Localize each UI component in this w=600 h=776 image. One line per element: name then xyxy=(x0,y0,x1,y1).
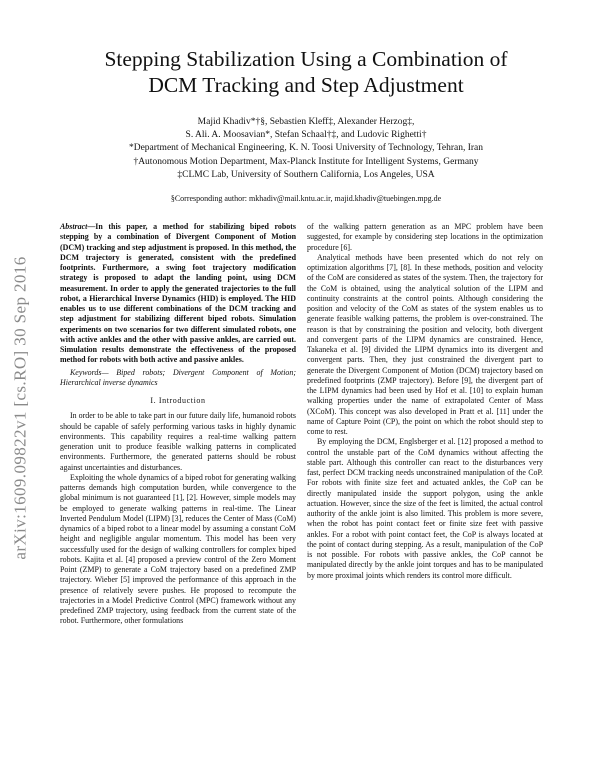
abstract xyxy=(60,222,296,366)
corresponding-author: §Corresponding author: mkhadiv@mail.kntu.ac.ir, majid.khadiv@tuebingen.mpg.de xyxy=(170,194,442,203)
affiliation-3: ‡CLMC Lab, University of Southern California, Los Angeles, USA xyxy=(177,169,435,180)
affiliation-1: *Department of Mechanical Engineering, K. N. Toosi University of Technology, Tehran, Iran xyxy=(128,143,484,154)
left-column xyxy=(60,222,296,627)
title-line-2: DCM Tracking and Step Adjustment xyxy=(148,73,464,97)
right-column xyxy=(307,222,543,581)
abstract-text: —In this paper, a method for stabilizing biped robots stepping by a combination of Divergent Component of Motion (DCM) tracking and step adjustment is proposed. In this method, the DCM trajectory is generated, consistent with the predefined footprints. Furthermore, a swing foot trajectory modification strategy is proposed to adapt the landing point, using DCM measurement. In order to apply the generated trajectories to the full robot, a Hierarchical Inverse Dynamics (HID) is employed. The HID enables us to use different combinations of the DCM tracking and step adjustment for stabilizing different biped robots. Simulation experiments on two scenarios for two different simulated robots, one with active ankles and the other with passive ankles, are carried out. Simulation results demonstrate the effectiveness of the proposed method for robots with both active and passive ankles. xyxy=(60,222,296,365)
intro-paragraph-2: Exploiting the whole dynamics of a biped robot for generating walking patterns demands high computation burden, while convergence to the global minimum is not guaranteed [1], [2]. However, simple models may be employed to generate walking patterns in real-time. The Linear Inverted Pendulum Model (LIPM) [3], reduces the Center of Mass (CoM) dynamics of a biped robot to a linear model by assuming a constant CoM height and negligible angular momentum. This model has been very successfully used for the design of walking controllers for complex biped robots. Kajita et al. [4] proposed a preview control of the Zero Moment Point (ZMP) to generate a CoM trajectory based on a predefined ZMP trajectory. Wieber [5] improved the performance of this approach in the presence of relatively severe pushes. He proposed to recompute the trajectories in a Model Predictive Control (MPC) framework without any predefined ZMP trajectory, using feedback from the current state of the robot. Furthermore, other formulations xyxy=(60,472,296,626)
paper-title xyxy=(60,46,552,98)
author-block xyxy=(60,116,552,182)
authors-line-1: Majid Khadiv*†§, Sebastien Kleff‡, Alexander Herzog‡, xyxy=(197,117,415,127)
section-heading-introduction: I. Introduction xyxy=(150,396,206,405)
keywords: Keywords— Biped robots; Divergent Component of Motion; Hierarchical inverse dynamics xyxy=(60,367,296,387)
arxiv-identifier[interactable]: arXiv:1609.09822v1 [cs.RO] 30 Sep 2016 xyxy=(11,256,31,560)
intro-paragraph-4: By employing the DCM, Englsberger et al. [12] proposed a method to control the unstable part of the CoM dynamics without affecting the stable part. Although this controller can react to the disturbances very fast, perfect DCM tracking needs unconstrained manipulation of the CoP. For robots with finite size feet and actuated ankles, the CoP can be directly manipulated inside the support polygon, using the ankle actuation. However, since the size of the feet is limited, the actual control authority of the ankle joint is also limited. This problem is more severe, when the robot has point contact feet or finite size feet with passive ankles. For a robot with point contact feet, the CoP is always located at the point of contact during stepping. As a result, manipulation of the CoP is not possible. For robots with passive ankles, the CoP cannot be manipulated directly by the ankle joint torques and has to be manipulated by more proximal joints which renders its control more difficult. xyxy=(307,437,543,580)
authors-line-2: S. Ali. A. Moosavian*, Stefan Schaal†‡, and Ludovic Righetti† xyxy=(185,130,427,141)
arxiv-sidebar xyxy=(11,198,31,618)
intro-paragraph-2-continued: of the walking pattern generation as an MPC problem have been suggested, for example by considering step locations in the optimization procedure [6]. xyxy=(307,222,543,252)
title-line-1: Stepping Stabilization Using a Combination of xyxy=(104,47,508,71)
intro-paragraph-1: In order to be able to take part in our future daily life, humanoid robots should be capable of safely performing various tasks in highly dynamic environments. This capability requires a real-time walking pattern generation unit to produce feasible walking patterns in complicated environments. Furthermore, the generated patterns should be robust against uncertainties and disturbances. xyxy=(60,411,296,472)
abstract-lead: Abstract xyxy=(60,222,88,231)
affiliation-2: †Autonomous Motion Department, Max-Planck Institute for Intelligent Systems, Germany xyxy=(133,156,479,167)
intro-paragraph-3: Analytical methods have been presented which do not rely on optimization algorithms [7], [8]. In these methods, position and velocity of the CoM are considered as states of the system. Then, the trajectory for the CoM is obtained, using the analytical solution of the LIPM and continuity constraints at the control points. Although considering the position and velocity of the CoM as states of the system enables us to generate feasible walking patterns, the problem is over-constrained. The reason is that by constraining the position and velocity, both divergent and convergent parts of the LIPM dynamics are constrained. Hence, Takaneka et al. [9] divided the LIPM dynamics into its divergent and convergent parts. Then, they just constrained the divergent part to generate the Divergent Component of Motion (DCM) trajectory based on predefined footprints (ZMP trajectory). Before [9], the divergent part of the LIPM dynamics had been used by Hof et al. [10] to explain human walking properties under the name of extrapolated Center of Mass (XCoM). This concept was also developed in Pratt et al. [11] under the name of Capture Point (CP), the point on which the robot should step to come to rest. xyxy=(307,252,543,436)
